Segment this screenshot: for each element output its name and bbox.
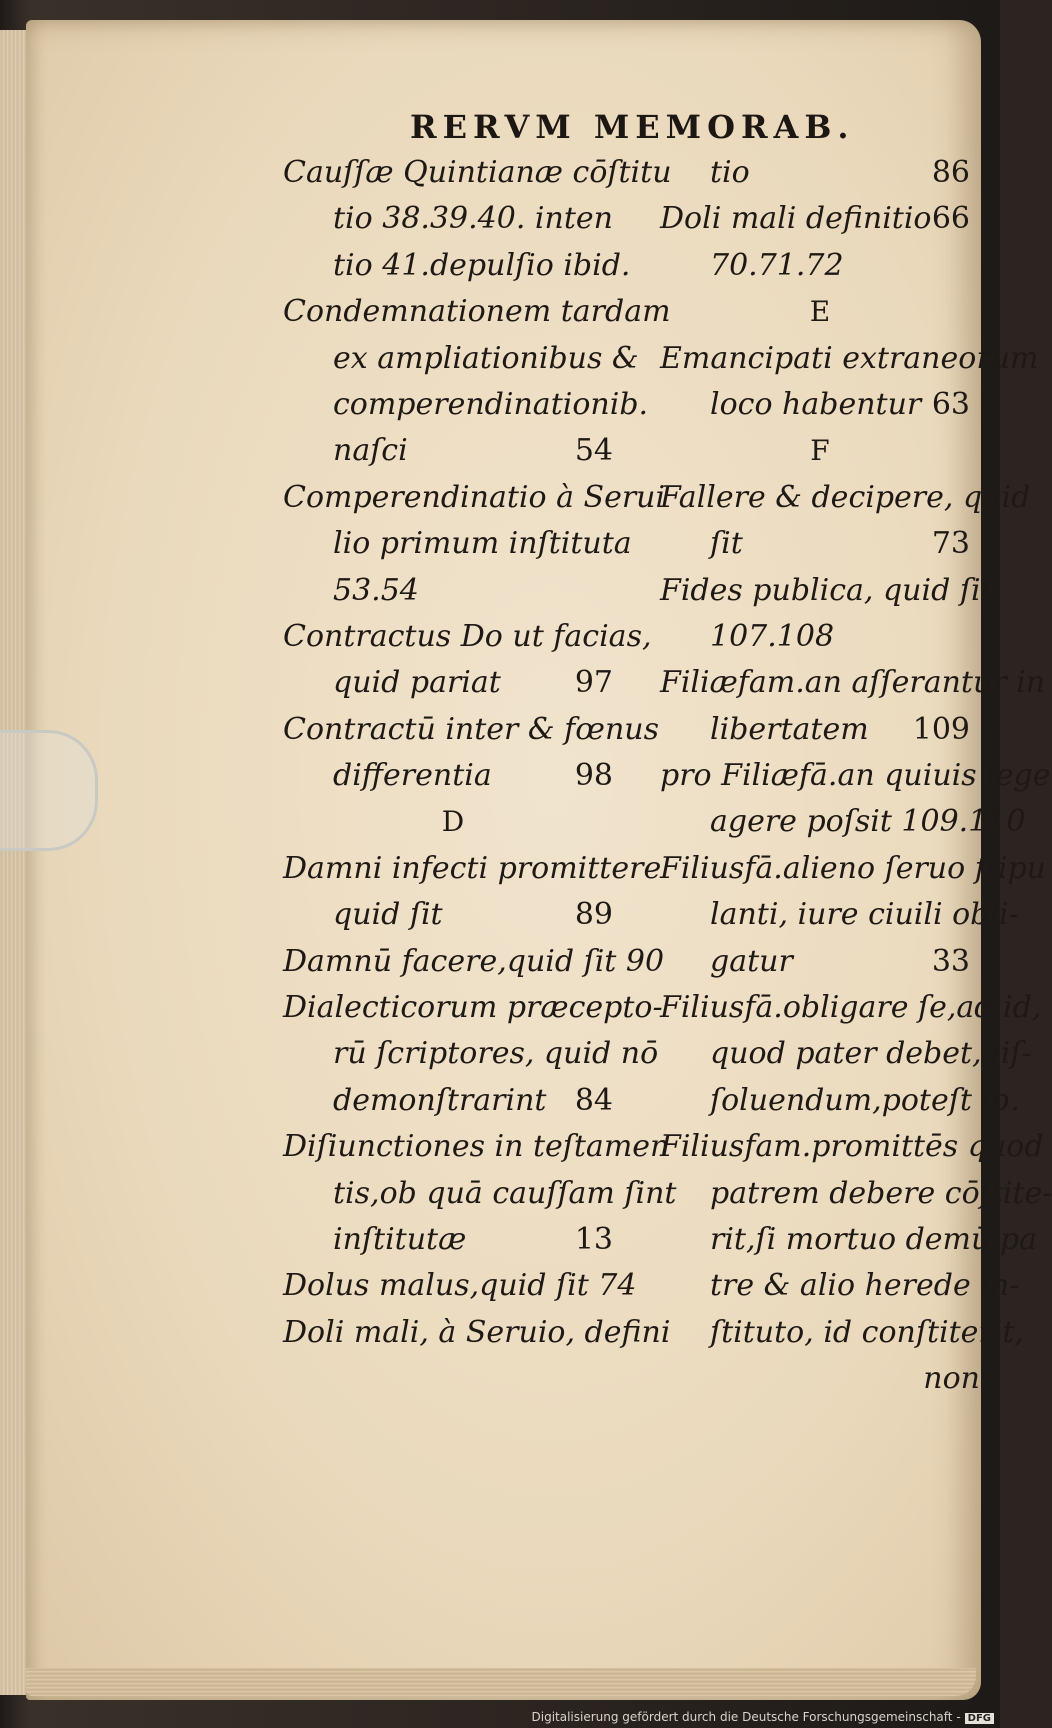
index-line — [283, 985, 663, 1031]
index-entry-text: ſoluendum,poteſt ib. — [710, 1082, 1020, 1118]
index-entry-text: D — [441, 805, 465, 839]
index-entry-text: Emancipati extraneorum — [660, 340, 1039, 376]
dfg-logo: DFG — [965, 1713, 994, 1724]
catchword — [660, 1356, 980, 1402]
index-entry-text: Diſiunctiones in teſtamen — [283, 1129, 670, 1165]
index-entry-text: F — [810, 434, 830, 468]
index-entry-text: pro Filiæfā.an quiuis lege — [660, 758, 1051, 794]
index-line — [283, 521, 632, 567]
index-line — [660, 614, 980, 660]
index-line — [660, 1171, 1052, 1217]
index-entry-text: patrem debere cōſtite- — [710, 1175, 1052, 1211]
index-entry-text: Contractū inter & fœnus — [283, 711, 659, 747]
index-line — [283, 614, 652, 660]
index-line — [283, 1124, 670, 1170]
index-column-right — [660, 150, 1052, 1403]
index-entry-text: tio — [710, 155, 750, 190]
index-line — [283, 753, 623, 799]
index-entry-text: quid ſit — [333, 897, 443, 933]
index-entry-text: Filiæfam.an aſſerantur in — [660, 665, 1046, 701]
index-entry-text: differentia — [333, 758, 492, 794]
index-entry-text: demonſtrarint — [333, 1082, 547, 1118]
page-reference: 73 — [931, 526, 970, 562]
index-entry-text: Cauſſæ Quintianæ cōſtitu — [283, 155, 672, 190]
index-line — [283, 475, 666, 521]
index-entry-text: agere poſsit 109.110 — [710, 804, 1026, 840]
index-entry-text: Filiusfam.promittēs quod — [660, 1129, 1044, 1165]
page-reference: 89 — [574, 897, 613, 933]
index-line — [283, 243, 631, 289]
index-letter-heading — [660, 289, 980, 335]
index-entry-text: lanti, iure ciuili obli- — [710, 897, 1019, 933]
index-line — [660, 939, 980, 985]
index-line — [660, 1217, 1037, 1263]
index-entry-text: naſci — [333, 433, 408, 469]
index-entry-text: Dialecticorum præcepto- — [283, 990, 663, 1026]
index-line — [660, 1031, 1032, 1077]
digitization-credit — [532, 1710, 995, 1724]
index-entry-text: loco habentur — [710, 386, 922, 422]
index-entry-text: tio 41.depulſio ibid. — [333, 247, 631, 283]
index-entry-text: E — [809, 295, 831, 329]
index-entry-text: Contractus Do ut facias, — [283, 618, 652, 654]
index-line — [660, 336, 1039, 382]
index-entry-text: Damnū facere,quid ſit 90 — [283, 943, 665, 979]
index-line — [660, 892, 1019, 938]
index-line — [283, 150, 672, 196]
running-head: RERVM MEMORAB. — [410, 108, 855, 146]
credit-text: Digitalisierung gefördert durch die Deutsche Forschungsgemeinschaft - — [531, 1710, 961, 1724]
page-reference: 63 — [931, 386, 970, 422]
index-line — [283, 336, 639, 382]
index-entry-text: Doli mali definitio — [660, 201, 932, 237]
index-entry-text: lio primum inſtituta — [333, 526, 632, 562]
index-line — [660, 475, 1031, 521]
index-entry-text: quid pariat — [333, 665, 501, 701]
index-entry-text: non — [923, 1361, 980, 1397]
index-entry-text: ex ampliationibus & — [333, 340, 639, 376]
index-line — [660, 799, 1026, 845]
index-line — [283, 846, 662, 892]
index-line — [283, 1078, 623, 1124]
page-reference: 54 — [574, 433, 613, 469]
index-line — [283, 707, 659, 753]
index-column-left — [283, 150, 677, 1356]
index-line — [283, 1310, 671, 1356]
index-entry-text: libertatem — [710, 711, 869, 747]
index-line — [660, 568, 993, 614]
index-line — [660, 243, 980, 289]
index-entry-text: 53.54 — [333, 572, 419, 608]
index-line — [283, 1031, 659, 1077]
page-stack-bottom-edge — [26, 1668, 976, 1696]
index-entry-text: Comperendinatio à Serui — [283, 479, 666, 515]
index-line — [660, 196, 980, 242]
index-line — [660, 707, 980, 753]
index-line — [283, 428, 623, 474]
index-entry-text: Fallere & decipere, quid — [660, 479, 1031, 515]
index-entry-text: Fides publica, quid ſit — [660, 572, 993, 608]
index-line — [283, 382, 649, 428]
index-entry-text: tio 38.39.40. inten — [333, 201, 613, 237]
index-line — [660, 382, 980, 428]
index-line — [660, 846, 1046, 892]
index-entry-text: comperendinationib. — [333, 386, 649, 422]
index-line — [283, 568, 623, 614]
index-line — [660, 521, 980, 567]
index-line — [283, 289, 671, 335]
index-entry-text: quod pater debet,diſ- — [710, 1036, 1032, 1072]
index-line — [660, 1078, 1020, 1124]
index-entry-text: Filiusfā.alieno ſeruo ſtipu — [660, 850, 1046, 886]
index-line — [660, 1263, 1020, 1309]
index-line — [660, 1310, 1024, 1356]
index-line — [283, 1217, 623, 1263]
index-entry-text: ſtituto, id conſtiterit, — [710, 1314, 1024, 1350]
index-entry-text: 70.71.72 — [710, 247, 844, 283]
index-entry-text: Doli mali, à Seruio, defini — [283, 1314, 671, 1350]
page-reference: 66 — [931, 201, 970, 237]
page-reference: 84 — [574, 1082, 613, 1118]
index-entry-text: inſtitutæ — [333, 1221, 467, 1257]
index-letter-heading — [283, 799, 623, 845]
index-letter-heading — [660, 428, 980, 474]
page-reference: 109 — [912, 711, 970, 747]
page-reference: 13 — [574, 1221, 613, 1257]
page-reference: 97 — [574, 665, 613, 701]
index-entry-text: 107.108 — [710, 618, 835, 654]
index-entry-text: Damni infecti promittere — [283, 850, 662, 886]
page-reference: 86 — [931, 155, 970, 190]
index-entry-text: gatur — [710, 943, 793, 979]
index-line — [283, 1171, 677, 1217]
index-entry-text: Filiusfā.obligare ſe,ad id, — [660, 990, 1042, 1026]
page-reference: 33 — [931, 943, 970, 979]
page-marker-tab — [0, 730, 98, 851]
index-line — [283, 939, 665, 985]
index-line — [283, 660, 623, 706]
index-line — [660, 660, 1046, 706]
index-line — [283, 1263, 637, 1309]
index-line — [660, 985, 1042, 1031]
index-line — [283, 196, 623, 242]
index-entry-text: tre & alio herede in- — [710, 1268, 1020, 1304]
index-line — [660, 753, 1051, 799]
index-entry-text: tis,ob quā cauſſam ſint — [333, 1175, 677, 1211]
index-line — [660, 150, 980, 196]
index-line — [283, 892, 623, 938]
index-line — [660, 1124, 1044, 1170]
index-entry-text: ſit — [710, 526, 743, 562]
page-reference: 98 — [574, 758, 613, 794]
index-entry-text: rū ſcriptores, quid nō — [333, 1036, 659, 1072]
index-entry-text: Dolus malus,quid ſit 74 — [283, 1268, 637, 1304]
index-entry-text: Condemnationem tardam — [283, 294, 671, 330]
index-entry-text: rit,ſi mortuo demū pa — [710, 1221, 1037, 1257]
